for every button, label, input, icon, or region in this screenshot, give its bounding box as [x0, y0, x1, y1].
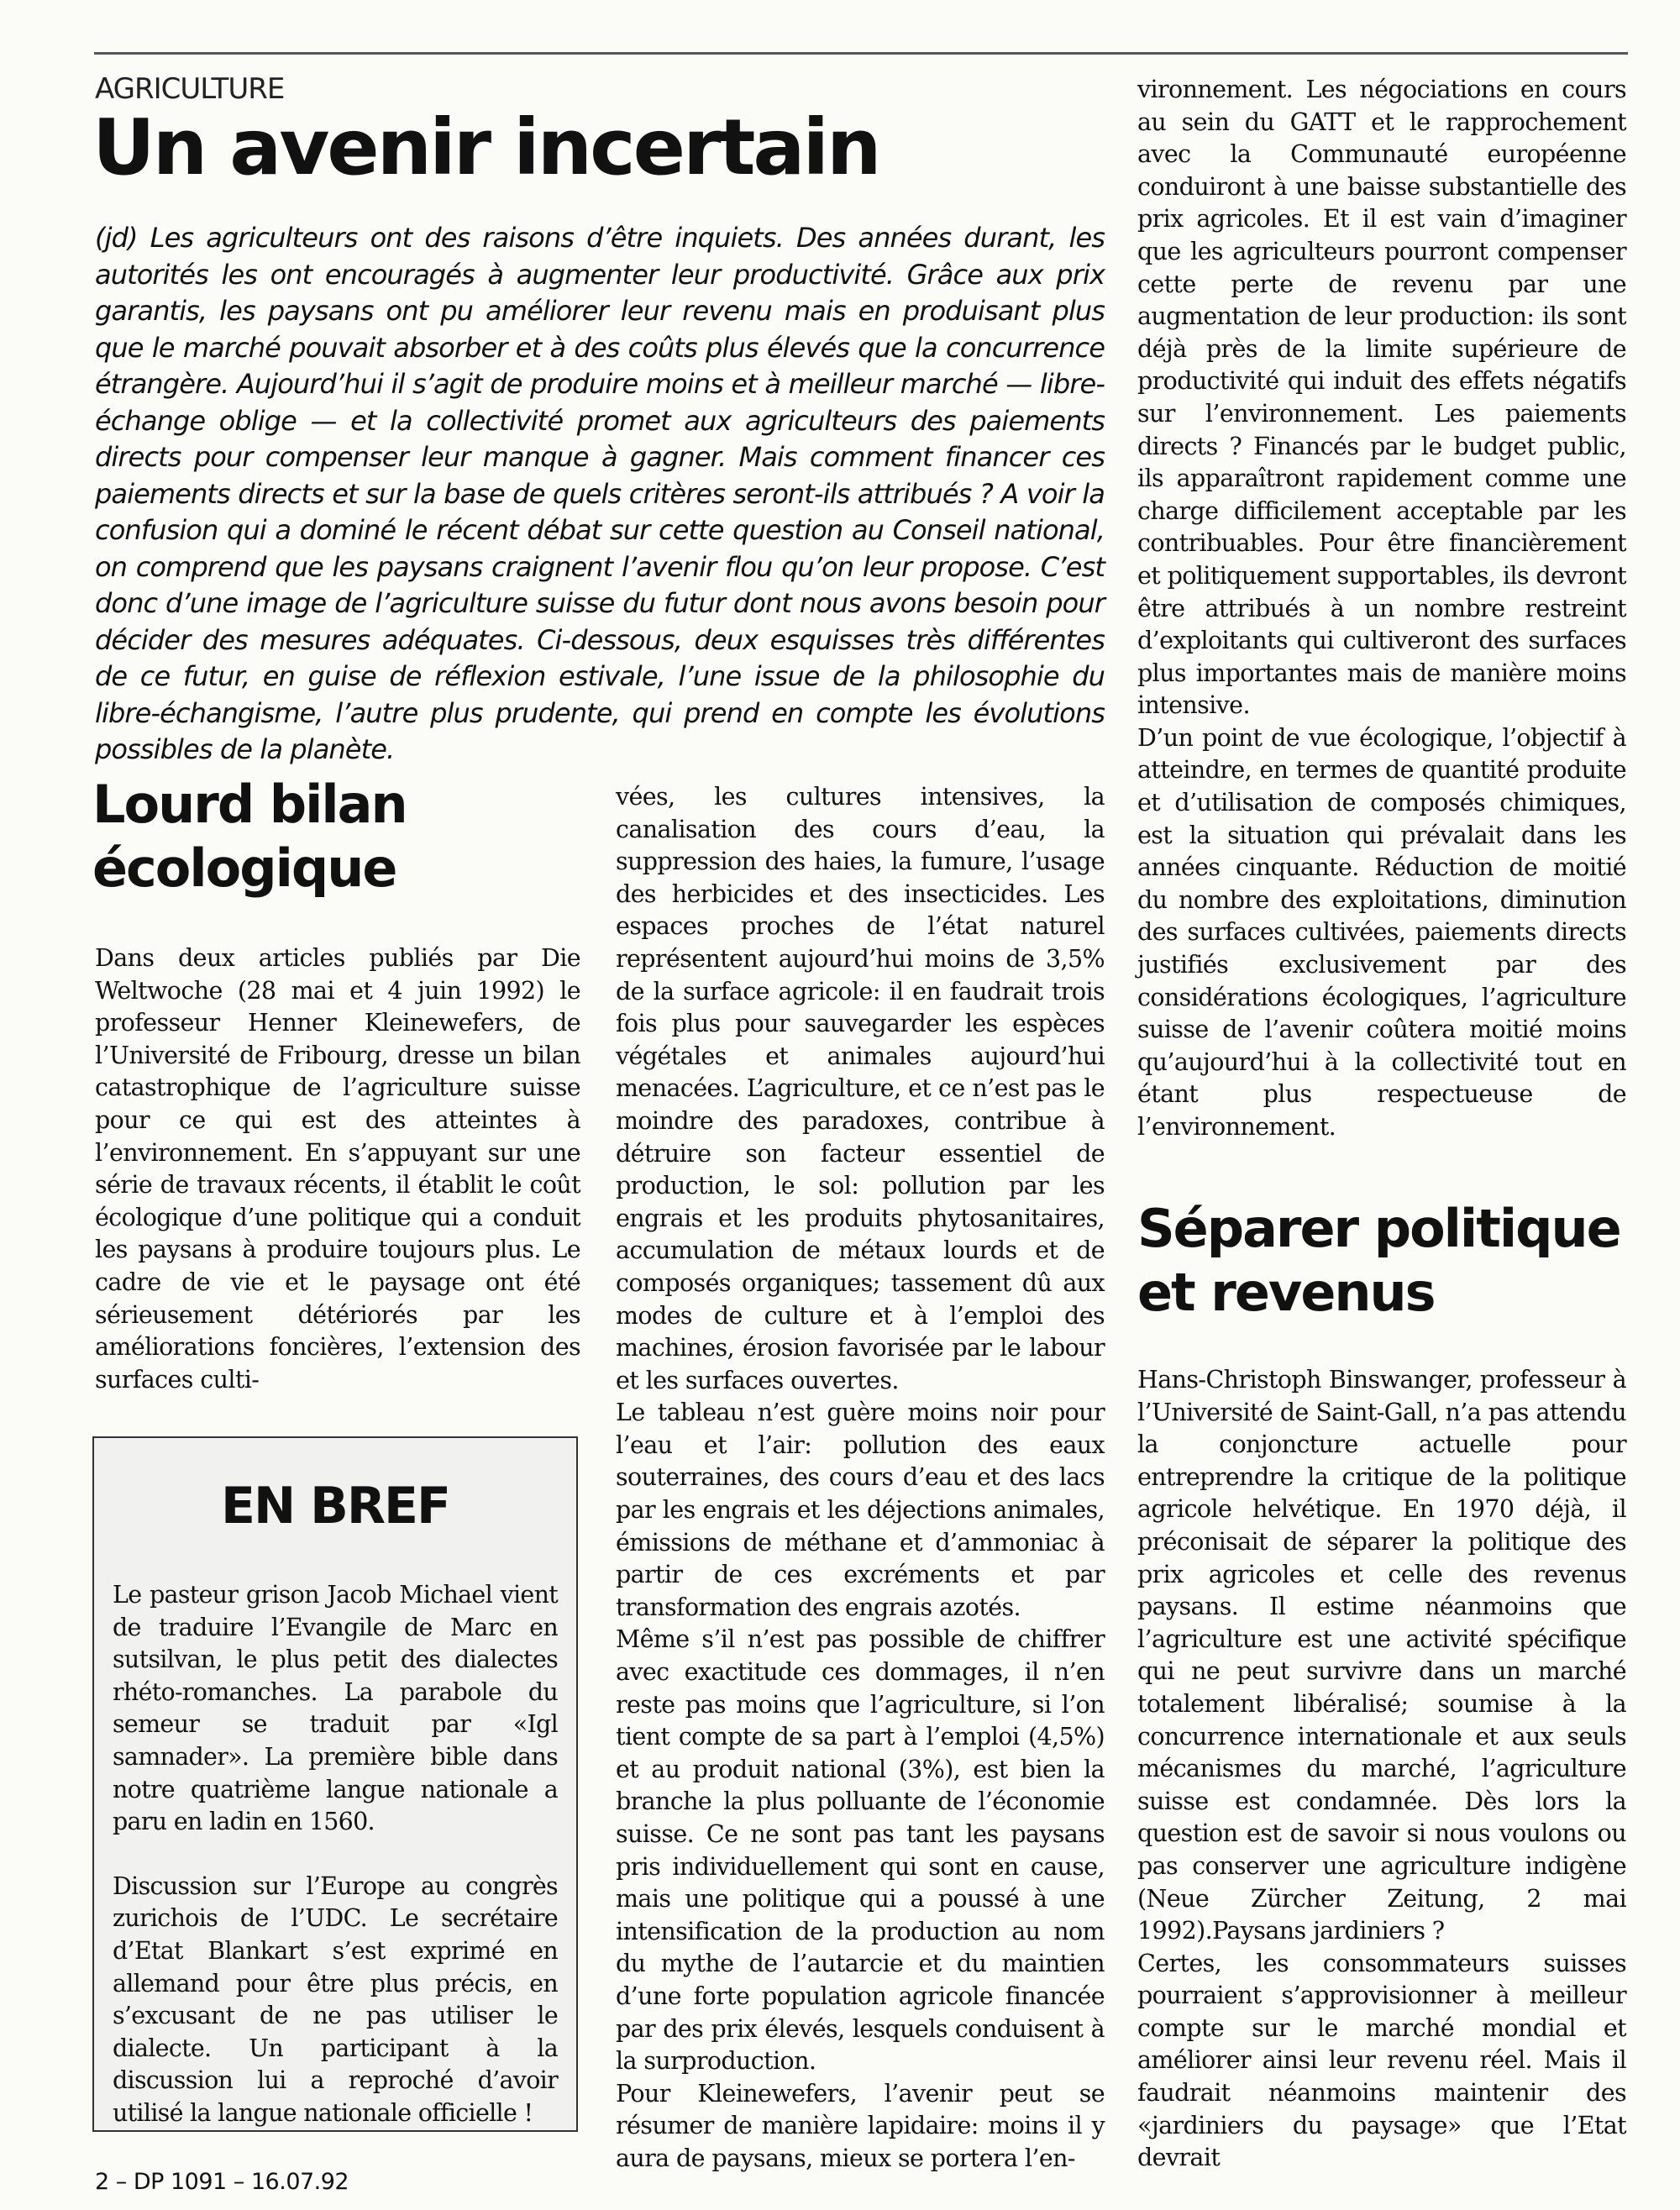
article1-col2-para: Le tableau n’est guère moins noir pour l’eau et l’air: pollution des eaux souterraines, des cours d’eau et des lacs par les engrais et les déjections animales, émissions de méthane et d’ammoniac à partir de ces excréments et par transformation des engrais azotés. — [616, 1399, 1105, 1621]
en-bref-title: EN BREF — [221, 1477, 449, 1535]
article2-para: Hans-Christoph Binswanger, professeur à l’Université de Saint-Gall, n’a pas attendu la conjoncture actuelle pour entreprendre la critique de la politique agricole helvétique. En 1970 déjà, il préconisait de séparer la politique des prix agricoles et celle des revenus paysans. Il estime néanmoins que l’agriculture est une activité spécifique qui ne peut survivre dans un marché totalement libéralisé; soumise à la concurrence internationale et aux seuls mécanismes du marché, l’agriculture suisse est condamnée. Dès lors la question est de savoir si nous voulons ou pas conserver une agriculture indigène (Neue Zürcher Zeitung, 2 mai 1992).Paysans jardiniers ? — [1137, 1366, 1626, 1945]
en-bref-text — [113, 1579, 558, 2162]
article2-column — [1137, 1364, 1626, 2175]
article1-col3-para: vironnement. Les négociations en cours au sein du GATT et le rapprochement avec la Communauté européenne conduiront à une baisse substantielle des prix agricoles. Et il est vain d’imaginer que les agriculteurs pourront compenser cette perte de revenu par une augmentation de leur production: ils sont déjà près de la limite supérieure de productivité qui induit des effets négatifs sur l’environnement. Les paiements directs ? Financés par le budget public, ils apparaîtront rapidement comme une charge difficilement acceptable par les contribuables. Pour être financièrement et politiquement supportables, ils devront être attribués à un nombre restreint d’exploitants qui cultiveront des surfaces plus importantes mais de manière moins intensive. — [1137, 76, 1626, 720]
article1-col1-text: Dans deux articles publiés par Die Weltwoche (28 mai et 4 juin 1992) le professeur Henner Kleinewefers, de l’Université de Fribourg, dresse un bilan catastrophique de l’agriculture suisse pour ce qui est des atteintes à l’environnement. En s’appuyant sur une série de travaux récents, il établit le coût écologique d’une politique qui a conduit les paysans à produire toujours plus. Le cadre de vie et le paysage ont été sérieusement détériorés par les améliorations foncières, l’extension des surfaces culti- — [95, 944, 580, 1394]
page-title: Un avenir incertain — [92, 102, 879, 192]
article1-col2-para: Pour Kleinewefers, l’avenir peut se résumer de manière lapidaire: moins il y aura de paysans, mieux se portera l’en- — [616, 2079, 1105, 2172]
en-bref-box — [92, 1436, 578, 2132]
lead-paragraph: (jd) Les agriculteurs ont des raisons d’être inquiets. Des années durant, les autorités les ont encouragés à augmenter leur productivité. Grâce aux prix garantis, les paysans ont pu améliorer leur revenu mais en produisant plus que le marché pouvait absorber et à des coûts plus élevés que la concurrence étrangère. Aujourd’hui il s’agit de produire moins et à meilleur marché — libre-échange oblige — et la collectivité promet aux agriculteurs des paiements directs pour compenser leur manque à gagner. Mais comment financer ces paiements directs et sur la base de quels critères seront-ils attribués ? A voir la confusion qui a dominé le récent débat sur cette question au Conseil national, on comprend que les paysans craignent l’avenir flou qu’on leur propose. C’est donc d’une image de l’agriculture suisse du futur dont nous avons besoin pour décider des mesures adéquates. Ci-dessous, deux esquisses très différentes de ce futur, en guise de réflexion estivale, l’une issue de la philosophie du libre-échangisme, l’autre plus prudente, qui prend en compte les évolutions possibles de la planète. — [95, 222, 1105, 765]
article1-col3-para: D’un point de vue écologique, l’objectif à atteindre, en termes de quantité produite et d’utilisation de composés chimiques, est la situation qui prévalait dans les années cinquante. Réduction de moitié du nombre des exploitations, diminution des surfaces cultivées, paiements directs justifiés exclusivement par des considérations écologiques, l’agriculture suisse de l’avenir coûtera moitié moins qu’aujourd’hui à la collectivité tout en étant plus respectueuse de l’environnement. — [1137, 723, 1626, 1141]
top-rule — [94, 52, 1628, 55]
article1-heading: Lourd bilan écologique — [92, 774, 407, 899]
en-bref-item: Discussion sur l’Europe au congrès zurichois de l’UDC. Le secrétaire d’Etat Blankart s’est exprimé en allemand pour être plus précis, en s’excusant de ne pas utiliser le dialecte. Un participant à la discussion lui a reproché d’avoir utilisé la langue nationale officielle ! — [113, 1871, 558, 2127]
article1-col2-para: Même s’il n’est pas possible de chiffrer avec exactitude ces dommages, il n’en reste pas moins que l’agriculture, si l’on tient compte de sa part à l’emploi (4,5%) et au produit national (3%), est bien la branche la plus polluante de l’économie suisse. Ce ne sont pas tant les paysans pris individuellement qui sont en cause, mais une politique qui a poussé à une intensification de la production au nom du mythe de l’autarcie et du maintien d’une forte population agricole financée par des prix élevés, lesquels conduisent à la surproduction. — [616, 1625, 1105, 2076]
article1-column3 — [1137, 74, 1626, 1144]
article1-column1 — [95, 942, 580, 1396]
en-bref-item: Le pasteur grison Jacob Michael vient de traduire l’Evangile de Marc en sutsilvan, le plus petit des dialectes rhéto-romanches. La parabole du semeur se traduit par «Igl samnader». La première bible dans notre quatrième langue nationale a paru en ladin en 1560. — [113, 1581, 558, 1836]
section-rubric: AGRICULTURE — [95, 72, 285, 106]
article2-para: Certes, les consommateurs suisses pourraient s’approvisionner à meilleur compte sur le marché mondial et améliorer ainsi leur revenu réel. Mais il faudrait néanmoins maintenir des «jardiniers du paysage» que l’Etat devrait — [1137, 1949, 1626, 2172]
article2-heading: Séparer politique et revenus — [1137, 1198, 1620, 1323]
article1-col2-para: vées, les cultures intensives, la canalisation des cours d’eau, la suppression des haies, la fumure, l’usage des herbicides et des insecticides. Les espaces proches de l’état naturel représentent aujourd’hui moins de 3,5% de la surface agricole: il en faudrait trois fois plus pour sauvegarder les espèces végétales et animales aujourd’hui menacées. L’agriculture, et ce n’est pas le moindre des paradoxes, contribue à détruire son facteur essentiel de production, le sol: pollution par les engrais et les produits phytosanitaires, accumulation de métaux lourds et de composés organiques; tassement dû aux modes de culture et à l’emploi des machines, érosion favorisée par le labour et les surfaces ouvertes. — [616, 783, 1105, 1394]
page-footer: 2 – DP 1091 – 16.07.92 — [95, 2169, 349, 2195]
article1-column2 — [616, 781, 1105, 2176]
